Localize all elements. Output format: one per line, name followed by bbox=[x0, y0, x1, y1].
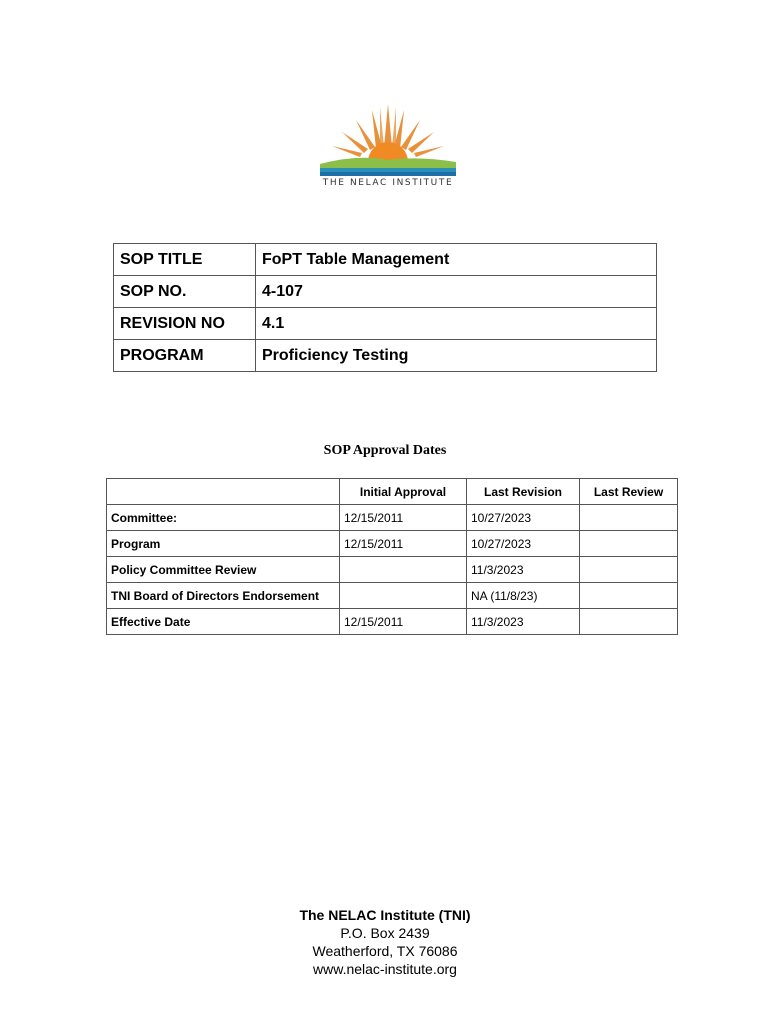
column-header bbox=[107, 479, 340, 505]
last-review-cell bbox=[580, 531, 678, 557]
website-link[interactable]: www.nelac-institute.org bbox=[313, 961, 457, 977]
table-row bbox=[107, 505, 678, 531]
footer-address-block bbox=[0, 906, 770, 978]
last-review-cell bbox=[580, 609, 678, 635]
revision-row bbox=[114, 308, 657, 340]
revision-label: REVISION NO bbox=[114, 308, 256, 340]
row-label: Committee: bbox=[107, 505, 340, 531]
last-review-cell bbox=[580, 557, 678, 583]
last-review-cell bbox=[580, 583, 678, 609]
sop-number-label: SOP NO. bbox=[114, 276, 256, 308]
sunrise-logo-icon bbox=[318, 98, 458, 178]
row-label: Effective Date bbox=[107, 609, 340, 635]
initial-approval-cell: 12/15/2011 bbox=[340, 609, 467, 635]
last-revision-cell: NA (11/8/23) bbox=[467, 583, 580, 609]
last-revision-cell: 10/27/2023 bbox=[467, 505, 580, 531]
initial-approval-cell: 12/15/2011 bbox=[340, 505, 467, 531]
last-revision-cell: 11/3/2023 bbox=[467, 609, 580, 635]
table-row bbox=[107, 531, 678, 557]
column-header-last-review: Last Review bbox=[580, 479, 678, 505]
row-label: TNI Board of Directors Endorsement bbox=[107, 583, 340, 609]
last-review-cell bbox=[580, 505, 678, 531]
approval-heading: SOP Approval Dates bbox=[323, 443, 447, 458]
address-line-1: P.O. Box 2439 bbox=[340, 925, 430, 941]
initial-approval-cell: 12/15/2011 bbox=[340, 531, 467, 557]
approval-dates-table bbox=[106, 478, 678, 635]
row-label: Program bbox=[107, 531, 340, 557]
logo-text: THE NELAC INSTITUTE bbox=[322, 178, 454, 188]
column-header-initial-approval: Initial Approval bbox=[340, 479, 467, 505]
initial-approval-cell bbox=[340, 583, 467, 609]
initial-approval-cell bbox=[340, 557, 467, 583]
sop-number-value: 4-107 bbox=[256, 276, 657, 308]
nelac-logo bbox=[318, 98, 458, 190]
program-value: Proficiency Testing bbox=[256, 340, 657, 372]
row-label: Policy Committee Review bbox=[107, 557, 340, 583]
table-row bbox=[107, 557, 678, 583]
table-row bbox=[107, 583, 678, 609]
last-revision-cell: 10/27/2023 bbox=[467, 531, 580, 557]
program-label: PROGRAM bbox=[114, 340, 256, 372]
sop-title-row bbox=[114, 244, 657, 276]
sop-title-label: SOP TITLE bbox=[114, 244, 256, 276]
table-header-row bbox=[107, 479, 678, 505]
program-row bbox=[114, 340, 657, 372]
table-row bbox=[107, 609, 678, 635]
sop-number-row bbox=[114, 276, 657, 308]
sop-info-table bbox=[113, 243, 657, 372]
revision-value: 4.1 bbox=[256, 308, 657, 340]
column-header-last-revision: Last Revision bbox=[467, 479, 580, 505]
last-revision-cell: 11/3/2023 bbox=[467, 557, 580, 583]
sop-title-value: FoPT Table Management bbox=[256, 244, 657, 276]
address-line-2: Weatherford, TX 76086 bbox=[312, 943, 458, 959]
organization-name: The NELAC Institute (TNI) bbox=[299, 907, 471, 923]
